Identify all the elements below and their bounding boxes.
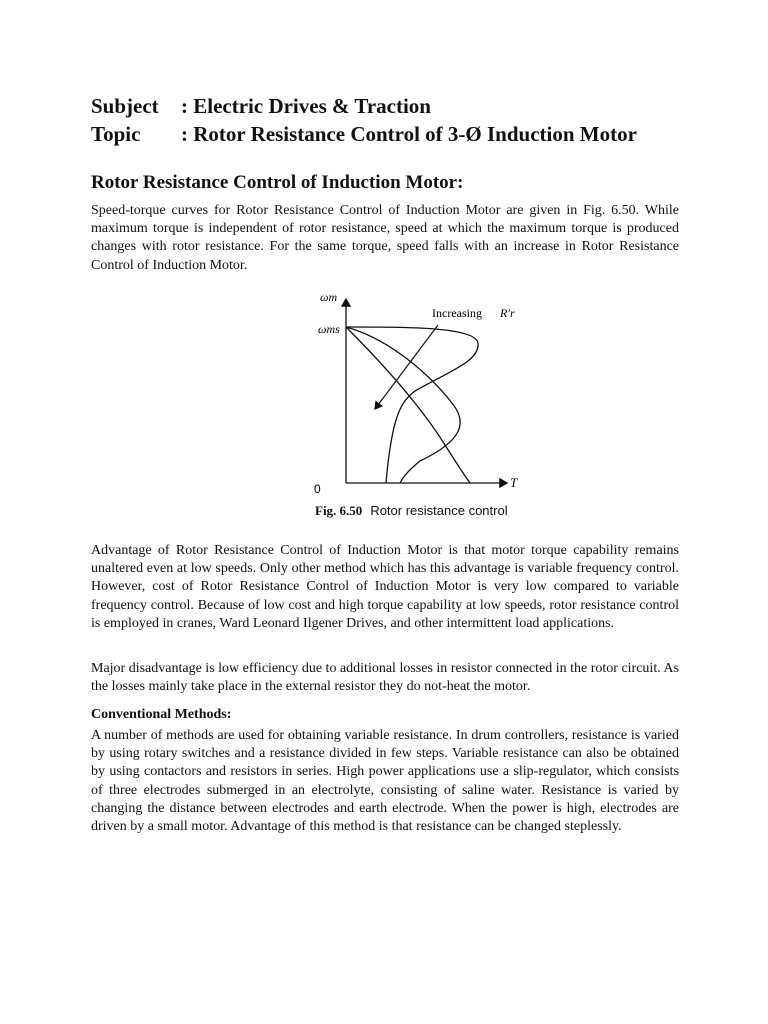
x-axis-label: T <box>510 475 518 490</box>
caption-number: Fig. 6.50 <box>315 503 363 518</box>
topic-value: : Rotor Resistance Control of 3-Ø Induction Motor <box>181 122 637 146</box>
y-tick-label: ωms <box>318 322 340 336</box>
subject-value: : Electric Drives & Traction <box>181 94 431 118</box>
figure-caption <box>315 503 508 519</box>
intro-paragraph: Speed-torque curves for Rotor Resistance Control of Induction Motor are given in Fig. 6.50. While maximum torque is independent of rotor resistance, speed at which the maximum torque is produced changes with rotor resistance. For the same torque, speed falls with an increase in Rotor Resistance Control of Induction Motor. <box>91 203 679 273</box>
advantage-paragraph: Advantage of Rotor Resistance Control of Induction Motor is that motor torque capability remains unaltered even at low speeds. Only other method which has this advantage is variable frequency control. However, cost of Rotor Resistance Control of Induction Motor is very low compared to variable frequency control. Because of low cost and high torque capability at low speeds, rotor resistance control is employed in cranes, Ward Leonard Ilgener Drives, and other intermittent load applications. <box>91 543 679 631</box>
speed-torque-figure <box>300 283 540 533</box>
subject-line <box>91 92 431 120</box>
disadvantage-paragraph: Major disadvantage is low efficiency due to additional losses in resistor connected in the rotor circuit. As the losses mainly take place in the external resistor they do not-heat the motor. <box>91 661 679 695</box>
conventional-methods-paragraph: A number of methods are used for obtaining variable resistance. In drum controllers, resistance is varied by using rotary switches and a resistance divided in few steps. Variable resistance can also be obtained by using contactors and resistors in series. High power applications use a slip-regulator, which consists of three electrodes submerged in an electrolyte, consisting of saline water. Resistance is varied by changing the distance between electrodes and earth electrode. When the power is high, electrodes are driven by a small motor. Advantage of this method is that resistance can be changed steplessly. <box>91 728 679 835</box>
y-axis-label: ωm <box>320 290 338 304</box>
annotation-text: Increasing <box>432 306 482 320</box>
subject-key: Subject <box>91 94 159 118</box>
caption-text: Rotor resistance control <box>370 503 508 518</box>
origin-label: 0 <box>314 482 321 496</box>
topic-key: Topic <box>91 122 141 146</box>
curve-medium-resistance <box>346 327 460 483</box>
curve-high-resistance <box>346 327 470 483</box>
topic-line <box>91 120 637 148</box>
annotation-symbol: R′r <box>500 306 515 320</box>
section-title: Rotor Resistance Control of Induction Motor: <box>91 172 464 193</box>
subsection-title: Conventional Methods: <box>91 707 232 722</box>
curve-low-resistance <box>346 327 478 483</box>
